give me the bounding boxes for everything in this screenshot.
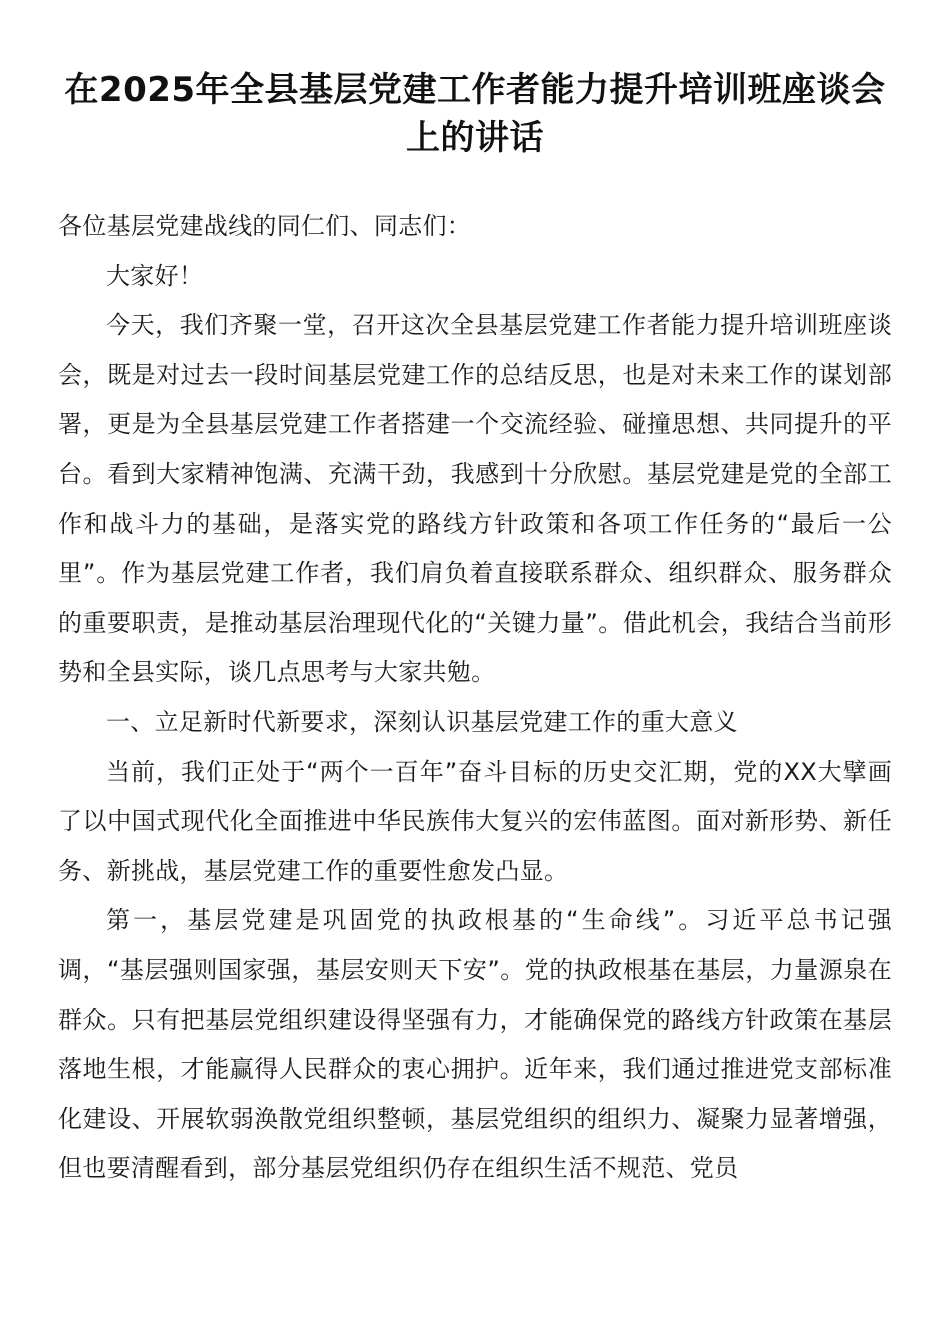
paragraph-intro: 今天，我们齐聚一堂，召开这次全县基层党建工作者能力提升培训班座谈会，既是对过去一段时间基层党建工作的总结反思，也是对未来工作的谋划部署，更是为全县基层党建工作者搭建一个交流经验、碰撞思想、共同提升的平台。看到大家精神饱满、充满干劲，我感到十分欣慰。基层党建是党的全部工作和战斗力的基础，是落实党的路线方针政策和各项工作任务的“最后一公里”。作为基层党建工作者，我们肩负着直接联系群众、组织群众、服务群众的重要职责，是推动基层治理现代化的“关键力量”。借此机会，我结合当前形势和全县实际，谈几点思考与大家共勉。 <box>58 311 892 687</box>
paragraph-point-1: 第一，基层党建是巩固党的执政根基的“生命线”。习近平总书记强调，“基层强则国家强，基层安则天下安”。党的执政根基在基层，力量源泉在群众。只有把基层党组织建设得坚强有力，才能确保党的路线方针政策在基层落地生根，才能赢得人民群众的衷心拥护。近年来，我们通过推进党支部标准化建设、开展软弱涣散党组织整顿，基层党组织的组织力、凝聚力显著增强，但也要清醒看到，部分基层党组织仍存在组织生活不规范、党员 <box>58 906 892 1183</box>
paragraph-context: 当前，我们正处于“两个一百年”奋斗目标的历史交汇期，党的XX大擘画了以中国式现代化全面推进中华民族伟大复兴的宏伟蓝图。面对新形势、新任务、新挑战，基层党建工作的重要性愈发凸显。 <box>58 757 892 885</box>
greeting: 大家好！ <box>106 261 204 290</box>
document-body <box>58 202 892 1194</box>
document-title: 在2025年全县基层党建工作者能力提升培训班座谈会上的讲话 <box>64 70 886 158</box>
salutation: 各位基层党建战线的同仁们、同志们： <box>58 212 472 240</box>
section-heading-1: 一、立足新时代新要求，深刻认识基层党建工作的重大意义 <box>106 707 738 736</box>
